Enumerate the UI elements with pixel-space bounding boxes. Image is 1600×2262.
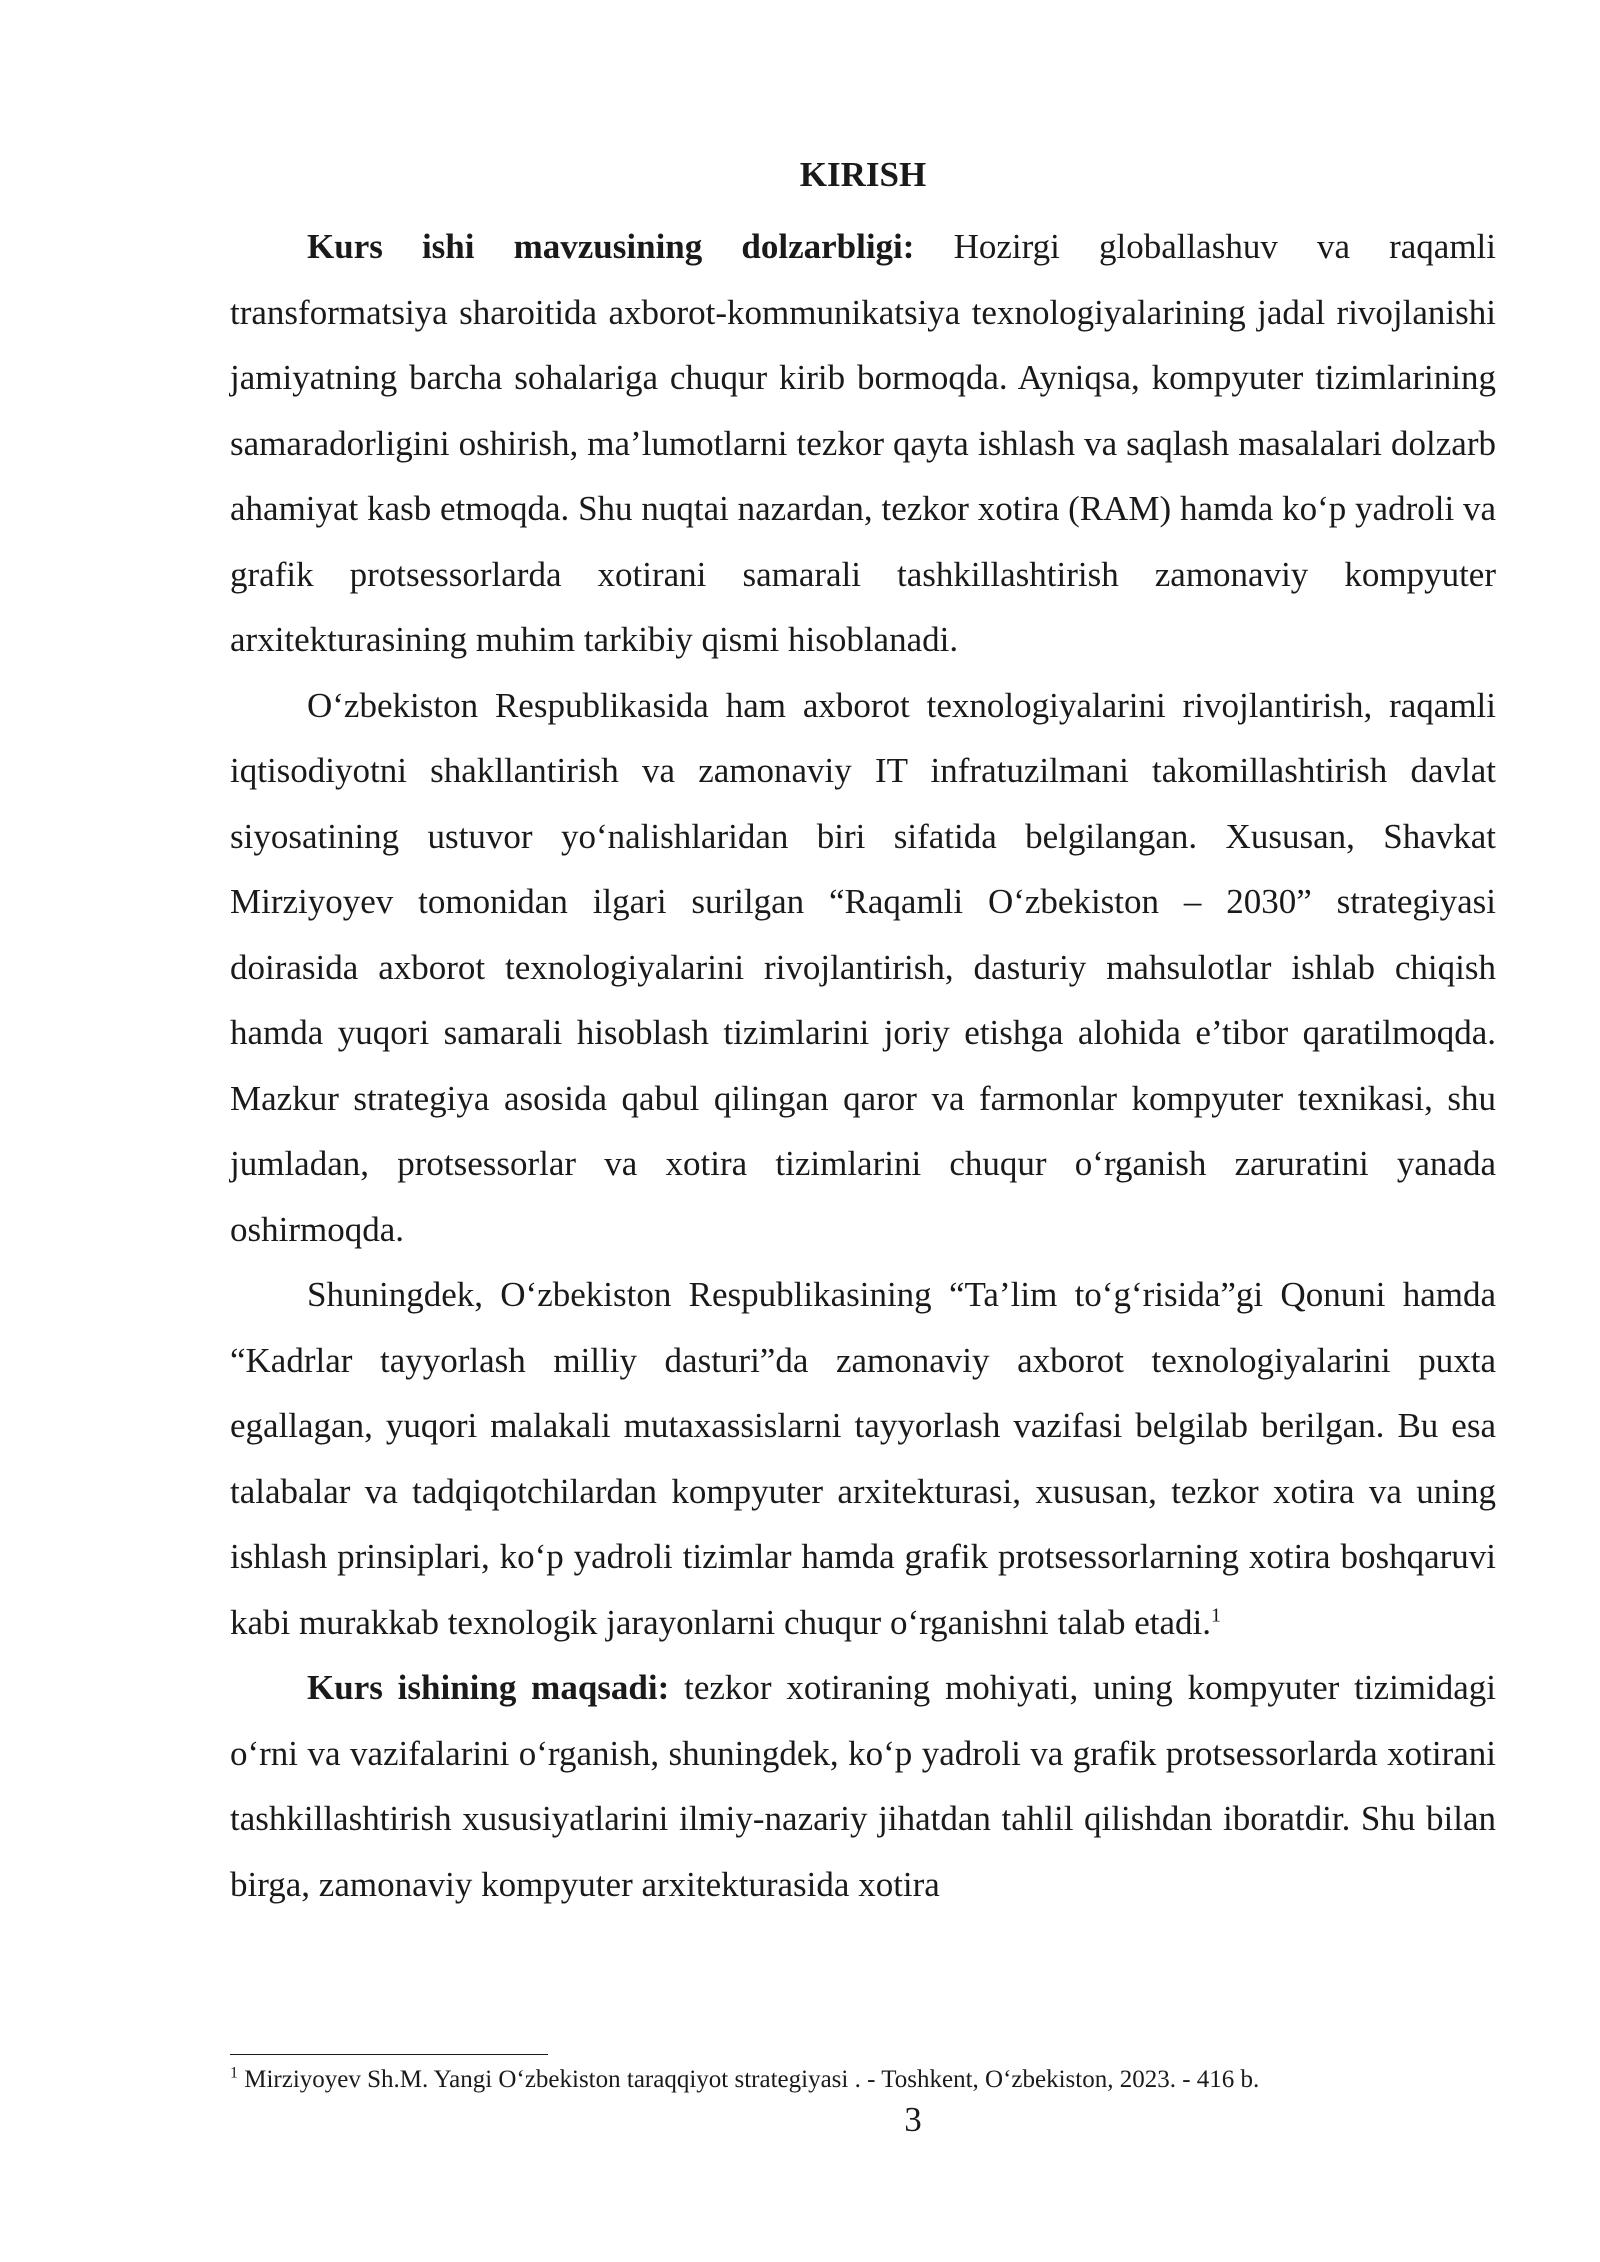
paragraph-lead: Kurs ishining maqsadi: <box>307 1668 670 1707</box>
paragraph-education-law <box>230 1262 1496 1655</box>
page-number: 3 <box>904 2100 922 2139</box>
paragraph-goal <box>230 1655 1496 1917</box>
footnote-reference[interactable]: 1 <box>1211 1603 1222 1626</box>
footnote-number: 1 <box>230 2064 238 2082</box>
paragraph-text: Shuningdek, O‘zbekiston Respublikasining “Ta’lim to‘g‘risida”gi Qonuni hamda “Kadrlar tayyorlash milliy dasturi”da zamonaviy axborot texnologiyalarini puxta egallagan, yuqori malakali mutaxassislarni tayyorlash vazifasi belgilab berilgan. Bu esa talabalar va tadqiqotchilardan kompyuter arxitekturasi, xususan, tezkor xotira va uning ishlash prinsiplari, ko‘p yadroli tizimlar hamda grafik protsessorlarning xotira boshqaruvi kabi murakkab texnologik jarayonlarni chuqur o‘rganishni talab etadi. <box>230 1275 1496 1642</box>
paragraph-text: O‘zbekiston Respublikasida ham axborot texnologiyalarini rivojlantirish, raqamli iqtisodiyotni shakllantirish va zamonaviy IT infratuzilmani takomillashtirish davlat siyosatining ustuvor yo‘nalishlaridan biri sifatida belgilangan. Xususan, Shavkat Mirziyoyev tomonidan ilgari surilgan “Raqamli O‘zbekiston – 2030” strategiyasi doirasida axborot texnologiyalarini rivojlantirish, dasturiy mahsulotlar ishlab chiqish hamda yuqori samarali hisoblash tizimlarini joriy etishga alohida e’tibor qaratilmoqda. Mazkur strategiya asosida qabul qilingan qaror va farmonlar kompyuter texnikasi, shu jumladan, protsessorlar va xotira tizimlarini chuqur o‘rganish zaruratini yanada oshirmoqda. <box>230 685 1496 1249</box>
paragraph-text: tezkor xotiraning mohiyati, uning kompyuter tizimidagi o‘rni va vazifalarini o‘rganish, shuningdek, ko‘p yadroli va grafik protsessorlarda xotirani tashkillashtirish xususiyatlarini ilmiy-nazariy jihatdan tahlil qilishdan iboratdir. Shu bilan birga, zamonaviy kompyuter arxitekturasida xotira <box>230 1668 1496 1904</box>
paragraph-lead: Kurs ishi mavzusining dolzarbligi: <box>307 227 915 266</box>
section-heading: KIRISH <box>799 155 927 194</box>
footnote <box>230 2064 1496 2096</box>
paragraph-text: Hozirgi globallashuv va raqamli transformatsiya sharoitida axborot-kommunikatsiya texnologiyalarining jadal rivojlanishi jamiyatning barcha sohalariga chuqur kirib bormoqda. Ayniqsa, kompyuter tizimlarining samaradorligini oshirish, ma’lumotlarni tezkor qayta ishlash va saqlash masalalari dolzarb ahamiyat kasb etmoqda. Shu nuqtai nazardan, tezkor xotira (RAM) hamda ko‘p yadroli va grafik protsessorlarda xotirani samarali tashkillashtirish zamonaviy kompyuter arxitekturasining muhim tarkibiy qismi hisoblanadi. <box>230 227 1497 659</box>
paragraph-relevance <box>230 214 1496 673</box>
footnote-separator <box>230 2054 548 2055</box>
page-body <box>230 150 1496 1917</box>
footnote-text: Mirziyoyev Sh.M. Yangi O‘zbekiston taraqqiyot strategiyasi . - Toshkent, O‘zbekiston, 2023. - 416 b. <box>244 2066 1260 2093</box>
paragraph-national-policy <box>230 673 1496 1263</box>
